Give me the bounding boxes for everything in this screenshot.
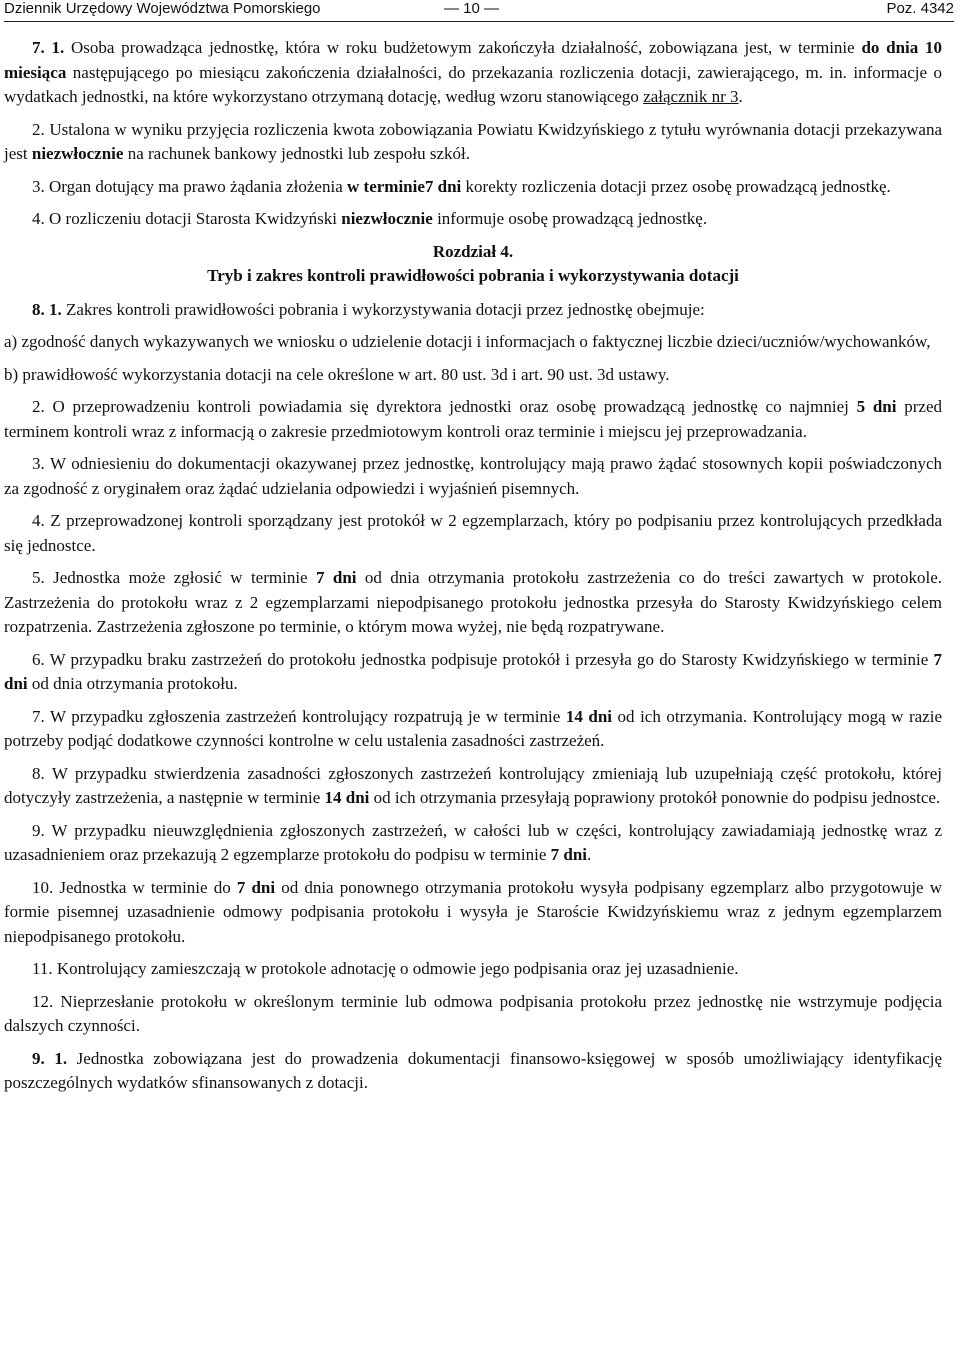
paragraph-7-2: 2. Ustalona w wyniku przyjęcia rozliczenia kwota zobowiązania Powiatu Kwidzyńskiego z tytułu wyrównania dotacji przekazywana jest niezwłocznie na rachunek bankowy jednostki lub zespołu szkół.	[4, 119, 942, 163]
paragraph-7-4: 4. O rozliczeniu dotacji Starosta Kwidzyński niezwłocznie informuje osobę prowadzącą jednostkę.	[32, 209, 708, 228]
paragraph-8-8: 8. W przypadku stwierdzenia zasadności zgłoszonych zastrzeżeń kontrolujący zmieniają lub uzupełniają część protokołu, której dotyczyły zastrzeżenia, a następnie w terminie 14 dni od ich otrzymania przesyłają poprawiony protokół ponownie do podpisu jednostce.	[4, 763, 942, 807]
paragraph-7-3: 3. Organ dotujący ma prawo żądania złożenia w terminie7 dni korekty rozliczenia dotacji przez osobę prowadzącą jednostkę.	[32, 176, 891, 196]
attachment-link[interactable]: załącznik nr 3	[643, 87, 739, 106]
chapter-title: Rozdział 4.	[432, 241, 514, 261]
page-header	[4, 0, 954, 18]
position-number: Poz. 4342	[886, 0, 954, 17]
paragraph-8-11: 11. Kontrolujący zamieszczają w protokole adnotację o odmowie jego podpisania oraz jej uzasadnienie.	[32, 959, 739, 978]
paragraph-8-4: 4. Z przeprowadzonej kontroli sporządzany jest protokół w 2 egzemplarzach, który po podpisaniu przez kontrolujących przedkłada się jednostce.	[4, 511, 942, 555]
paragraph-8-3: 3. W odniesieniu do dokumentacji okazywanej przez jednostkę, kontrolujący mają prawo żądać stosownych kopii poświadczonych za zgodność z oryginałem oraz żądać udzielania odpowiedzi i wyjaśnień pisemnych.	[4, 454, 942, 498]
paragraph-8-7: 7. W przypadku zgłoszenia zastrzeżeń kontrolujący rozpatrują je w terminie 14 dni od ich otrzymania. Kontrolujący mogą w razie potrzeby podjąć dodatkowe czynności kontrolne w celu ustalenia zasadności zastrzeżeń.	[4, 706, 942, 750]
paragraph-8-1: 8. 1. Zakres kontroli prawidłowości pobrania i wykorzystywania dotacji przez jednostkę obejmuje:	[32, 299, 705, 319]
paragraph-9-1: 9. 1. Jednostka zobowiązana jest do prowadzenia dokumentacji finansowo-księgowej w sposób umożliwiający identyfikację poszczególnych wydatków sfinansowanych z dotacji.	[4, 1048, 943, 1092]
paragraph-8-5: 5. Jednostka może zgłosić w terminie 7 dni od dnia otrzymania protokołu zastrzeżenia co do treści zawartych w protokole. Zastrzeżenia do protokołu wraz z 2 egzemplarzami niepodpisanego protokołu jednostka przesyła do Starosty Kwidzyńskiego celem rozpatrzenia. Zastrzeżenia zgłoszone po terminie, o którym mowa wyżej, nie będą rozpatrywane.	[4, 568, 943, 636]
section-number: 7. 1.	[32, 38, 65, 57]
journal-title: Dziennik Urzędowy Województwa Pomorskiego	[4, 0, 321, 17]
chapter-subtitle: Tryb i zakres kontroli prawidłowości pobrania i wykorzystywania dotacji	[207, 265, 739, 285]
section-number: 8. 1.	[32, 299, 62, 319]
paragraph-8-6: 6. W przypadku braku zastrzeżeń do protokołu jednostka podpisuje protokół i przesyła go do Starosty Kwidzyńskiego w terminie 7 dni od dnia otrzymania protokołu.	[4, 649, 942, 693]
list-item-a: a) zgodność danych wykazywanych we wniosku o udzielenie dotacji i informacjach o faktycznej liczbie dzieci/uczniów/wychowanków,	[4, 332, 931, 351]
paragraph-8-12: 12. Nieprzesłanie protokołu w określonym terminie lub odmowa podpisania protokołu przez jednostkę nie wstrzymuje podjęcia dalszych czynności.	[4, 991, 942, 1035]
paragraph-8-9: 9. W przypadku nieuwzględnienia zgłoszonych zastrzeżeń, w całości lub w części, kontrolujący zawiadamiają jednostkę wraz z uzasadnieniem oraz przekazują 2 egzemplarze protokołu do podpisu w terminie 7 dni.	[4, 820, 942, 864]
list-item-b: b) prawidłowość wykorzystania dotacji na cele określone w art. 80 ust. 3d i art. 90 ust. 3d ustawy.	[4, 364, 670, 384]
paragraph-8-2: 2. O przeprowadzeniu kontroli powiadamia się dyrektora jednostki oraz osobę prowadzącą jednostkę co najmniej 5 dni przed terminem kontroli wraz z informacją o zakresie przedmiotowym kontroli oraz terminie i miejscu jej przeprowadzania.	[4, 397, 942, 441]
paragraph-7-1: 7. 1. Osoba prowadząca jednostkę, która w roku budżetowym zakończyła działalność, zobowiązana jest, w terminie do dnia 10 miesiąca następującego po miesiącu zakończenia działalności, do przekazania rozliczenia dotacji, zawierającego, m. in. informacje o wydatkach jednostki, na które wykorzystano otrzymaną dotację, według wzoru stanowiącego załącznik nr 3.	[4, 38, 943, 106]
document-body	[4, 36, 942, 1104]
section-number: 9. 1.	[32, 1048, 68, 1068]
page-number: — 10 —	[444, 0, 500, 17]
header-divider	[4, 21, 954, 22]
paragraph-8-10: 10. Jednostka w terminie do 7 dni od dnia ponownego otrzymania protokołu wysyła podpisany egzemplarz albo przygotowuje w formie pisemnej uzasadnienie odmowy podpisania protokołu i wysyła je Staroście Kwidzyńskiemu wraz z jednym egzemplarzem niepodpisanego protokołu.	[4, 877, 942, 946]
